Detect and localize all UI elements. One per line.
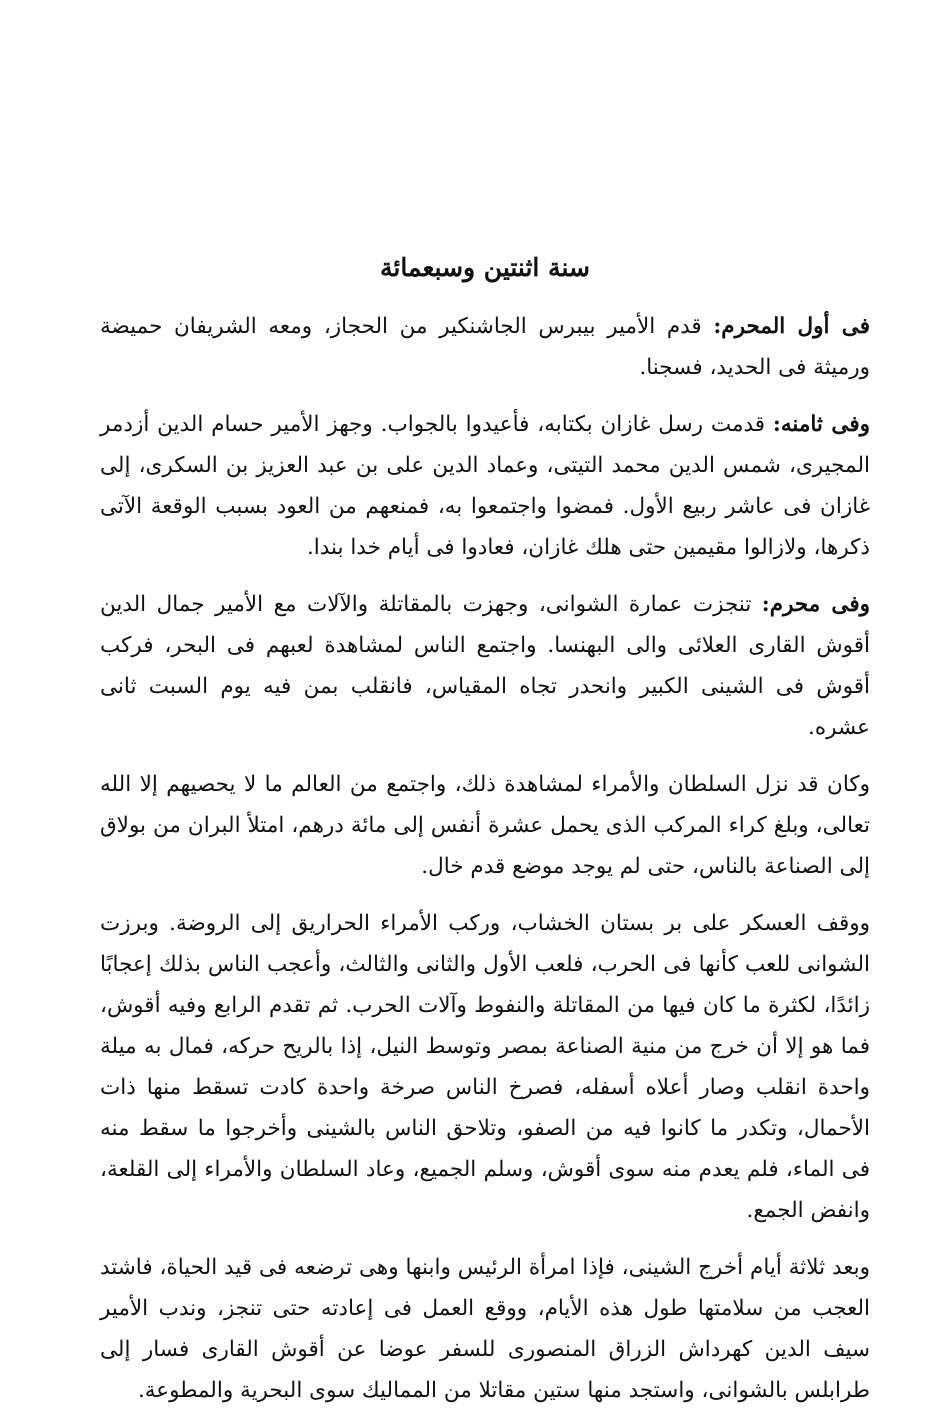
paragraph-4 [100, 764, 870, 887]
paragraph-text: وبعد ثلاثة أيام أخرج الشينى، فإذا امرأة الرئيس وابنها وهى ترضعه فى قيد الحياة، فاشتد العجب من سلامتها طول هذه الأيام، ووقع العمل فى إعادته حتى تنجز، وندب الأمير سيف الدين كهرداش الزراق المنصورى للسفر عوضا عن أقوش القارى فسار إلى طرابلس بالشوانى، واستجد منها ستين مقاتلا من المماليك سوى البحرية والمطوعة. [100, 1255, 870, 1403]
paragraph-text: قدم الأمير بيبرس الجاشنكير من الحجاز، ومعه الشريفان حميضة ورميثة فى الحديد، فسجنا. [100, 314, 870, 380]
paragraph-text: تنجزت عمارة الشوانى، وجهزت بالمقاتلة والآلات مع الأمير جمال الدين أقوش القارى العلائى والى البهنسا. واجتمع الناس لمشاهدة لعبهم فى البحر، فركب أقوش فى الشينى الكبير وانحدر تجاه المقياس، فانقلب بمن فيه يوم السبت ثانى عشره. [100, 592, 870, 740]
paragraph-text: ووقف العسكر على بر بستان الخشاب، وركب الأمراء الحراريق إلى الروضة. وبرزت الشوانى للعب كأنها فى الحرب، فلعب الأول والثانى والثالث، وأعجب الناس بذلك إعجابًا زائدًا، لكثرة ما كان فيها من المقاتلة والنفوط وآلات الحرب. ثم تقدم الرابع وفيه أقوش، فما هو إلا أن خرج من منية الصناعة بمصر وتوسط النيل، إذا بالريح حركه، فمال به ميلة واحدة انقلب وصار أعلاه أسفله، فصرخ الناس صرخة واحدة كادت تسقط منها ذات الأحمال، وتكدر ما كانوا فيه من الصفو، وتلاحق الناس بالشينى وأخرجوا ما سقط منه فى الماء، فلم يعدم منه سوى أقوش، وسلم الجميع، وعاد السلطان والأمراء إلى القلعة، وانفض الجمع. [100, 911, 870, 1223]
paragraph-lead: وفى ثامنه: [772, 412, 870, 437]
page-title: سنة اثنتين وسبعمائة [380, 253, 590, 282]
paragraph-lead: فى أول المحرم: [713, 314, 870, 339]
paragraph-1 [100, 306, 870, 388]
paragraph-3 [100, 584, 870, 748]
paragraph-text: قدمت رسل غازان بكتابه، فأعيدوا بالجواب. وجهز الأمير حسام الدين أزدمر المجيرى، شمس الدين محمد التيتى، وعماد الدين على بن عبد العزيز بن السكرى، إلى غازان فى عاشر ربيع الأول. فمضوا واجتمعوا به، فمنعهم من العود بسبب الوقعة الآتى ذكرها، ولازالوا مقيمين حتى هلك غازان، فعادوا فى أيام خدا بندا. [100, 412, 870, 560]
paragraph-text: وكان قد نزل السلطان والأمراء لمشاهدة ذلك، واجتمع من العالم ما لا يحصيهم إلا الله تعالى، وبلغ كراء المركب الذى يحمل عشرة أنفس إلى مائة درهم، امتلأ البران من بولاق إلى الصناعة بالناس، حتى لم يوجد موضع قدم خال. [100, 772, 870, 879]
paragraph-lead: وفى محرم: [761, 592, 870, 617]
page-content [100, 248, 870, 1427]
paragraph-6 [100, 1247, 870, 1411]
paragraph-5 [100, 903, 870, 1231]
paragraph-2 [100, 404, 870, 568]
